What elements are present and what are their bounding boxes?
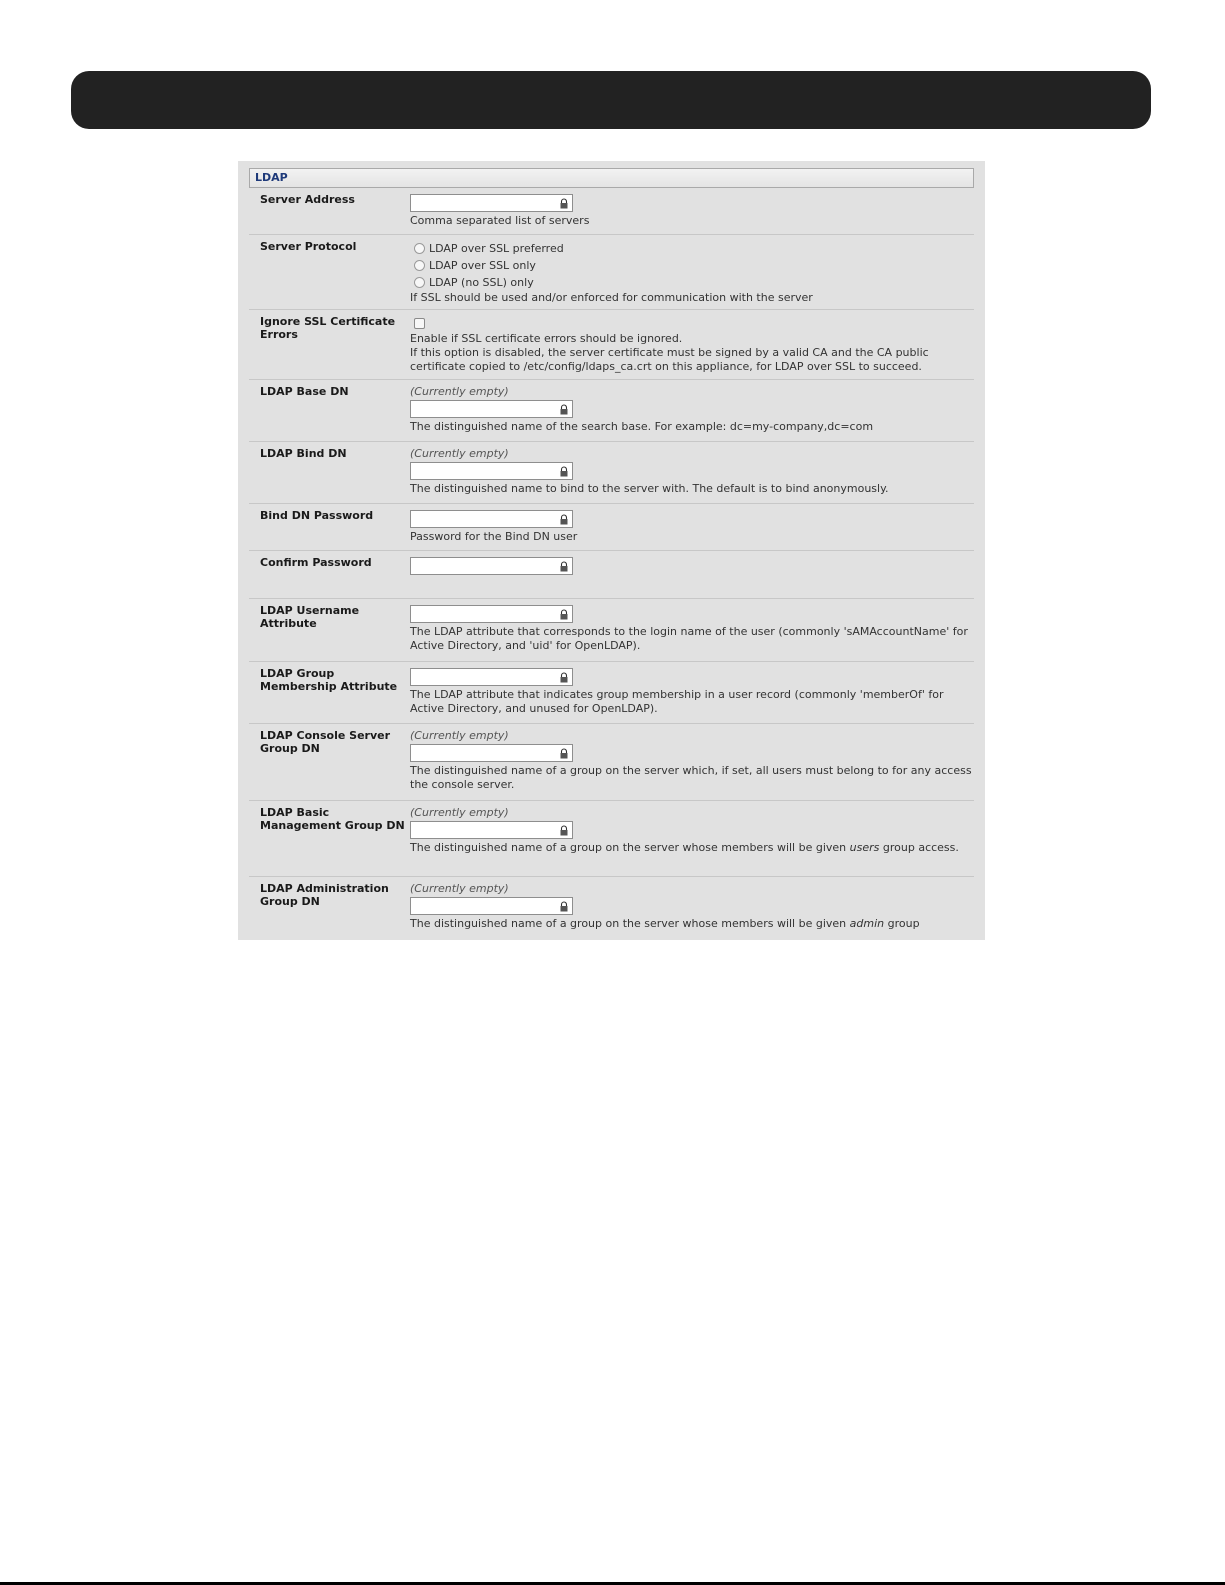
bind-dn-input[interactable]: [410, 462, 573, 480]
group-attr-row: [249, 662, 974, 724]
protocol-option-no-ssl[interactable]: [410, 274, 974, 291]
bind-password-row: [249, 504, 974, 551]
lock-icon: [560, 404, 568, 415]
ignore-ssl-help: Enable if SSL certificate errors should be ignored.: [410, 332, 683, 345]
protocol-option-ssl-preferred[interactable]: [410, 240, 974, 257]
ignore-ssl-label: Ignore SSL Certificate Errors: [260, 315, 396, 341]
lock-icon: [560, 198, 568, 209]
lock-icon: [560, 901, 568, 912]
protocol-option-label: LDAP over SSL only: [429, 258, 536, 272]
basic-group-input[interactable]: [410, 821, 573, 839]
console-group-current: (Currently empty): [410, 729, 509, 742]
ignore-ssl-row: [249, 310, 974, 380]
username-attr-help: The LDAP attribute that corresponds to the login name of the user (commonly 'sAMAccountName' for Active Directory, and 'uid' for OpenLDAP).: [410, 625, 968, 652]
admin-group-help: The distinguished name of a group on the server whose members will be given admin group: [410, 917, 920, 930]
console-group-help: The distinguished name of a group on the server which, if set, all users must belong to for any access the console server.: [410, 764, 972, 791]
bind-dn-help: The distinguished name to bind to the server with. The default is to bind anonymously.: [410, 482, 889, 495]
admin-group-row: [249, 877, 974, 940]
bind-dn-current: (Currently empty): [410, 447, 509, 460]
group-attr-label: LDAP Group Membership Attribute: [260, 667, 398, 693]
bind-dn-label: LDAP Bind DN: [260, 447, 347, 460]
protocol-option-label: LDAP (no SSL) only: [429, 275, 534, 289]
admin-group-input[interactable]: [410, 897, 573, 915]
basic-group-current: (Currently empty): [410, 806, 509, 819]
lock-icon: [560, 748, 568, 759]
base-dn-row: [249, 380, 974, 442]
admin-group-label: LDAP Administration Group DN: [260, 882, 389, 908]
radio-icon[interactable]: [414, 260, 425, 271]
protocol-option-ssl-only[interactable]: [410, 257, 974, 274]
basic-group-row: [249, 801, 974, 877]
ignore-ssl-checkbox[interactable]: [414, 318, 425, 329]
bind-password-input[interactable]: [410, 510, 573, 528]
server-address-help: Comma separated list of servers: [410, 214, 590, 227]
group-attr-help: The LDAP attribute that indicates group membership in a user record (commonly 'memberOf' for Active Directory, and unused for OpenLDAP).: [410, 688, 944, 715]
radio-icon[interactable]: [414, 277, 425, 288]
server-address-label: Server Address: [260, 193, 355, 206]
lock-icon: [560, 672, 568, 683]
admin-group-current: (Currently empty): [410, 882, 509, 895]
bind-password-label: Bind DN Password: [260, 509, 374, 522]
username-attr-row: [249, 599, 974, 662]
console-group-input[interactable]: [410, 744, 573, 762]
ldap-settings-panel: [238, 161, 985, 940]
console-group-label: LDAP Console Server Group DN: [260, 729, 391, 755]
console-group-row: [249, 724, 974, 801]
confirm-password-input[interactable]: [410, 557, 573, 575]
base-dn-label: LDAP Base DN: [260, 385, 349, 398]
ignore-ssl-detail: If this option is disabled, the server certificate must be signed by a valid CA and the CA public certificate copied to /etc/config/ldaps_ca.crt on this appliance, for LDAP over SSL to succeed.: [410, 346, 929, 373]
confirm-password-row: [249, 551, 974, 599]
server-address-row: [249, 188, 974, 235]
radio-icon[interactable]: [414, 243, 425, 254]
base-dn-help: The distinguished name of the search base. For example: dc=my-company,dc=com: [410, 420, 874, 433]
base-dn-input[interactable]: [410, 400, 573, 418]
lock-icon: [560, 609, 568, 620]
lock-icon: [560, 825, 568, 836]
confirm-password-label: Confirm Password: [260, 556, 372, 569]
lock-icon: [560, 561, 568, 572]
base-dn-current: (Currently empty): [410, 385, 509, 398]
server-protocol-label: Server Protocol: [260, 240, 357, 253]
bind-dn-row: [249, 442, 974, 504]
basic-group-label: LDAP Basic Management Group DN: [260, 806, 405, 832]
username-attr-label: LDAP Username Attribute: [260, 604, 360, 630]
page-header-bar: [71, 71, 1151, 129]
lock-icon: [560, 466, 568, 477]
protocol-option-label: LDAP over SSL preferred: [429, 241, 564, 255]
section-title: LDAP: [249, 168, 974, 188]
group-attr-input[interactable]: [410, 668, 573, 686]
bind-password-help: Password for the Bind DN user: [410, 530, 578, 543]
lock-icon: [560, 514, 568, 525]
basic-group-help: The distinguished name of a group on the server whose members will be given users group access.: [410, 841, 959, 854]
server-protocol-help: If SSL should be used and/or enforced for communication with the server: [410, 291, 813, 304]
username-attr-input[interactable]: [410, 605, 573, 623]
server-protocol-row: [249, 235, 974, 310]
server-address-input[interactable]: [410, 194, 573, 212]
